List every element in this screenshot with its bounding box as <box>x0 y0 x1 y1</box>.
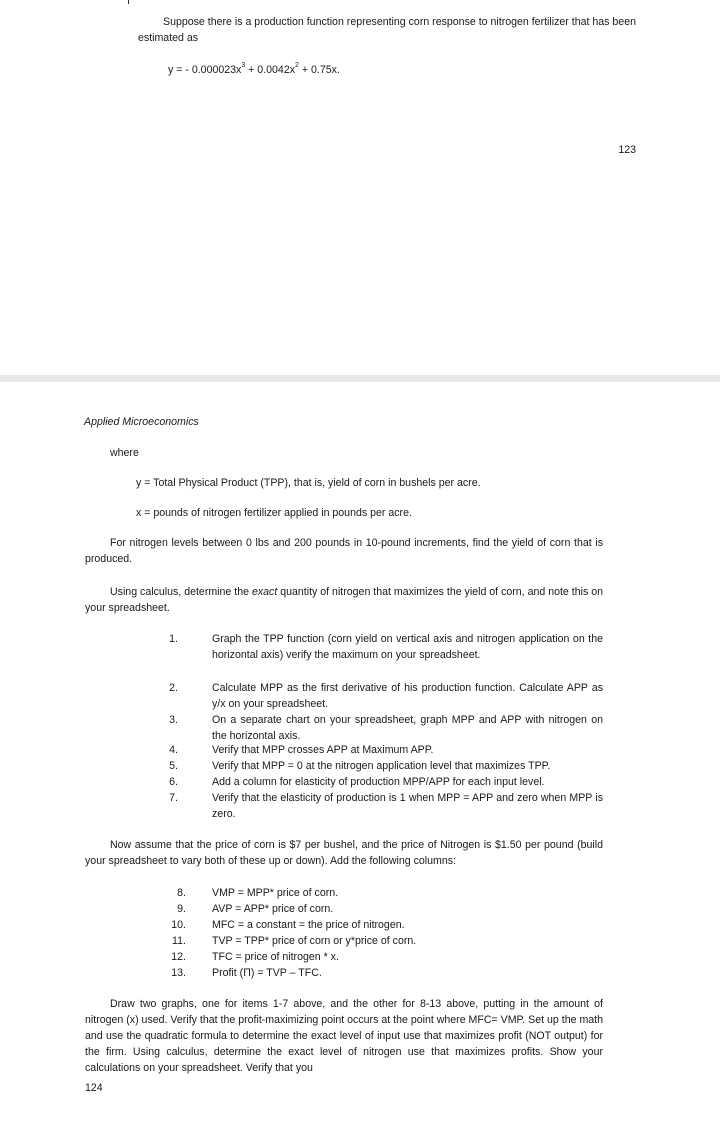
page-separator <box>0 375 720 382</box>
paragraph-calculus: Using calculus, determine the exact quantity of nitrogen that maximizes the yield of corn, and note this on your spreadsheet. <box>85 586 603 614</box>
definition-x: x = pounds of nitrogen fertilizer applied in pounds per acre. <box>136 507 412 519</box>
page-number-123: 123 <box>618 144 636 156</box>
paragraph-prices: Now assume that the price of corn is $7 per bushel, and the price of Nitrogen is $1.50 per pound (build your spreadsheet to vary both of these up or down). Add the following columns: <box>85 839 603 867</box>
definition-y: y = Total Physical Product (TPP), that is, yield of corn in bushels per acre. <box>136 477 481 489</box>
intro-paragraph: Suppose there is a production function representing corn response to nitrogen fertilizer that has been estimated as <box>138 16 636 44</box>
production-equation: y = - $0.000023x^3 + 0.0042x^2 + 0.75x$. <box>168 62 340 76</box>
page-edge-mark <box>128 0 129 4</box>
paragraph-nitrogen-levels: For nitrogen levels between 0 lbs and 200 pounds in 10-pound increments, find the yield of corn that is produced. <box>85 537 603 565</box>
paragraph-graphs: Draw two graphs, one for items 1-7 above, and the other for 8-13 above, putting in the amount of nitrogen (x) used. Verify that the profit-maximizing point occurs at the point where MFC= VMP. Set up the math and use the quadratic formula to determine the exact level of input use that maximizes profit (NOT output) for the firm. Using calculus, determine the exact level of nitrogen use that maximizes profits. Show your calculations on your spreadsheet. Verify that you <box>85 998 603 1074</box>
page-number-124: 124 <box>85 1082 103 1094</box>
running-header: Applied Microeconomics <box>84 416 199 428</box>
where-label: where <box>110 447 139 459</box>
